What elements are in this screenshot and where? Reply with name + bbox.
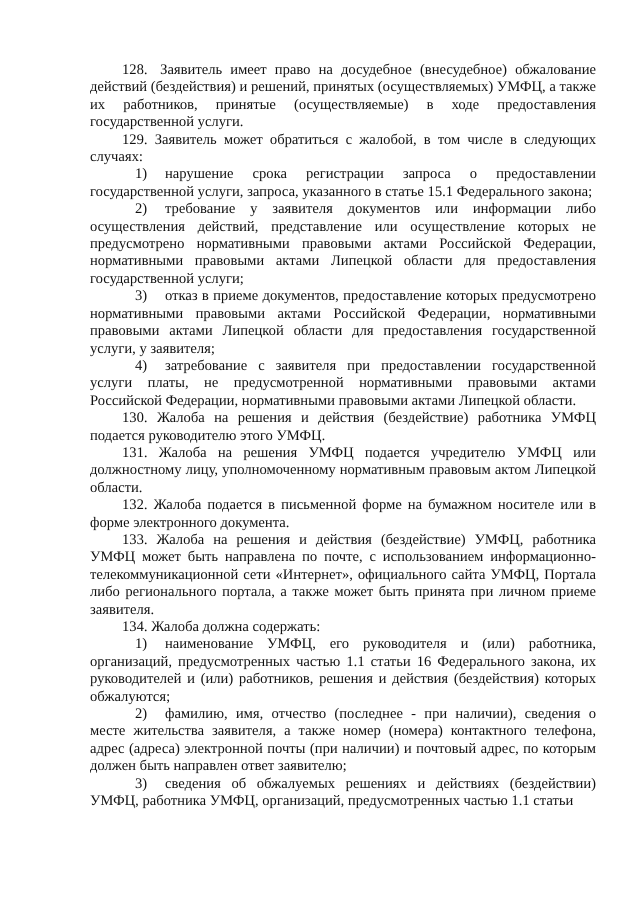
- paragraph-134: [90, 619, 596, 636]
- item-text: сведения об обжалуемых решениях и действиях (бездействии) УМФЦ, работника УМФЦ, организаций, предусмотренных частью 1.1 статьи: [90, 775, 596, 810]
- paragraph-129: [90, 132, 596, 167]
- paragraph-133: [90, 532, 596, 619]
- paragraph-132: [90, 497, 596, 532]
- list-item: [90, 288, 596, 358]
- item-text: отказ в приеме документов, предоставление которых предусмотрено нормативными правовыми актами Российской Федерации, нормативными правовыми актами Липецкой области для предоставления государственной услуги, у заявителя;: [90, 288, 596, 357]
- document-page: [90, 62, 596, 810]
- paragraph-text: Жалоба подается в письменной форме на бумажном носителе или в форме электронного документа.: [90, 497, 596, 531]
- paragraph-number: 128.: [122, 62, 148, 78]
- item-number: 3): [135, 775, 148, 792]
- item-number: 3): [135, 288, 148, 305]
- paragraph-text: Заявитель имеет право на досудебное (внесудебное) обжалование действий (бездействия) и решений, принятых (осуществляемых) УМФЦ, а также их работников, принятые (осуществляемые) в ходе предоставления государственной услуги.: [90, 62, 596, 131]
- paragraph-number: 130.: [122, 410, 148, 427]
- paragraph-number: 129.: [122, 131, 148, 148]
- list-item: [90, 358, 596, 410]
- paragraph-131: [90, 445, 596, 497]
- item-text: фамилию, имя, отчество (последнее - при наличии), сведения о месте жительства заявителя, а также номер (номера) контактного телефона, адрес (адреса) электронной почты (при наличии) и почтовый адрес, по которым должен быть направлен ответ заявителю;: [90, 706, 596, 775]
- paragraph-128: [90, 62, 596, 132]
- item-number: 2): [135, 201, 148, 218]
- item-text: требование у заявителя документов или информации либо осуществления действий, представление или осуществление которых не предусмотрено нормативными правовыми актами Российской Федерации, нормативными правовыми актами Липецкой области для предоставления государственной услуги;: [90, 201, 596, 287]
- paragraph-number: 132.: [122, 497, 148, 514]
- paragraph-number: 133.: [122, 531, 148, 548]
- list-item: [90, 166, 596, 201]
- item-number: 4): [135, 357, 148, 374]
- item-text: наименование УМФЦ, его руководителя и (или) работника, организаций, предусмотренных частью 1.1 статьи 16 Федерального закона, их руководителей и (или) работников, решения и действия (бездействия) которых обжалуются;: [90, 636, 596, 705]
- paragraph-text: Жалоба должна содержать:: [151, 619, 321, 635]
- paragraph-text: Жалоба на решения и действия (бездействие) УМФЦ, работника УМФЦ может быть направлена по почте, с использованием информационно-телекоммуникационной сети «Интернет», официального сайта УМФЦ, Портала либо регионального портала, а также может быть принята при личном приеме заявителя.: [90, 531, 597, 618]
- item-number: 1): [135, 166, 148, 183]
- paragraph-number: 131.: [122, 444, 148, 461]
- paragraph-text: Жалоба на решения УМФЦ подается учредителю УМФЦ или должностному лицу, уполномоченному нормативным правовым актом Липецкой области.: [90, 444, 596, 496]
- paragraph-130: [90, 410, 596, 445]
- item-number: 2): [135, 706, 148, 723]
- list-item: [90, 776, 596, 811]
- paragraph-number: 134.: [122, 619, 148, 635]
- list-item: [90, 201, 596, 288]
- list-item: [90, 706, 596, 776]
- paragraph-text: Заявитель может обратиться с жалобой, в том числе в следующих случаях:: [90, 131, 596, 166]
- paragraph-text: Жалоба на решения и действия (бездействие) работника УМФЦ подается руководителю этого УМФЦ.: [90, 410, 596, 444]
- item-text: затребование с заявителя при предоставлении государственной услуги платы, не предусмотренной нормативными правовыми актами Российской Федерации, нормативными правовыми актами Липецкой области.: [90, 357, 596, 409]
- list-item: [90, 636, 596, 706]
- item-number: 1): [135, 636, 148, 653]
- item-text: нарушение срока регистрации запроса о предоставлении государственной услуги, запроса, указанного в статье 15.1 Федерального закона;: [90, 166, 596, 200]
